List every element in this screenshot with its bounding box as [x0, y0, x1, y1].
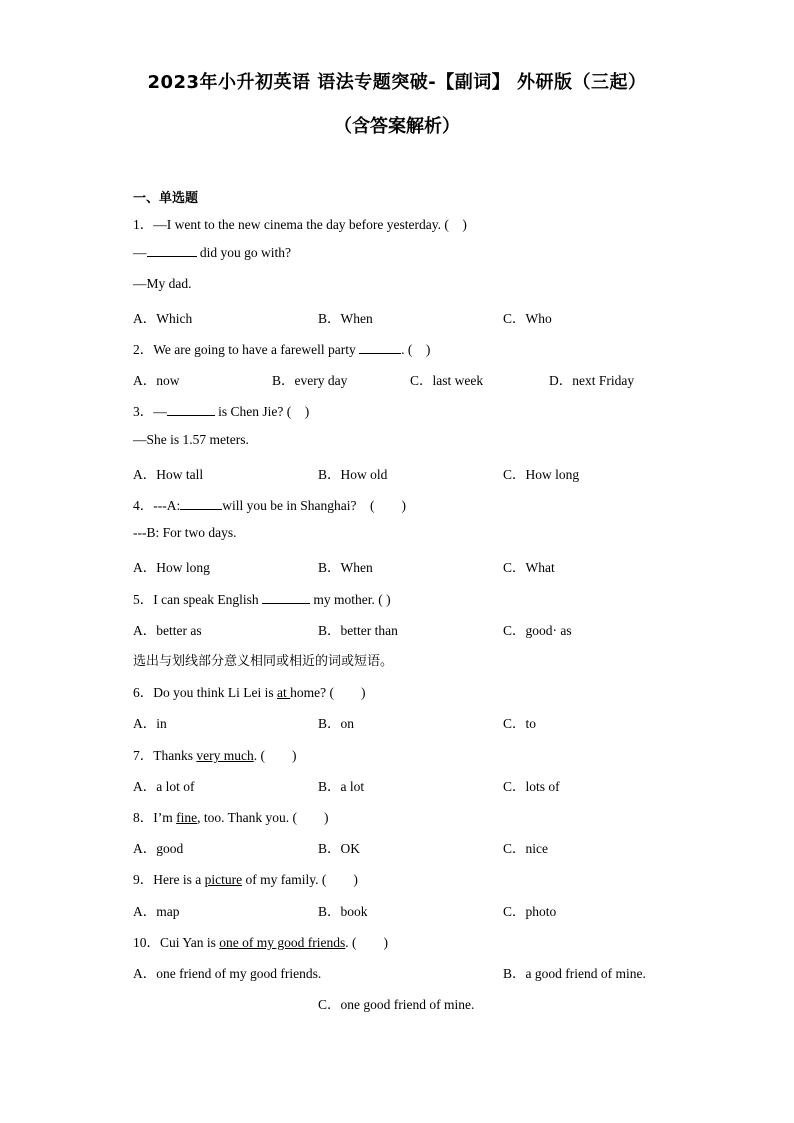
question-1: 1．—I went to the new cinema the day before yesterday. ( ) [133, 217, 467, 232]
question-3 [133, 400, 309, 420]
underlined-phrase: very much [196, 748, 254, 763]
option-c[interactable]: C．to [503, 716, 537, 731]
answer-blank[interactable] [262, 591, 310, 604]
dash: — [133, 245, 147, 260]
question-10 [133, 931, 388, 951]
question-2 [133, 338, 430, 358]
question-1-text: did you go with? [196, 245, 291, 260]
question-8-text: 8．I’m [133, 810, 177, 825]
option-c[interactable]: C．one good friend of mine. [318, 997, 475, 1012]
option-a[interactable]: A．map [133, 904, 180, 919]
option-a[interactable]: A．How long [133, 560, 210, 575]
option-b[interactable]: B．every day [272, 373, 348, 388]
question-5 [133, 588, 391, 608]
question-8-tail: , too. Thank you. ( ) [197, 810, 329, 825]
question-7 [133, 744, 296, 764]
underlined-phrase: fine [176, 810, 198, 825]
question-6-tail: home? ( ) [290, 685, 366, 700]
option-c[interactable]: C．Who [503, 311, 552, 326]
question-4-line-2: ---B: For two days. [133, 525, 237, 540]
option-c[interactable]: C．good· as [503, 623, 572, 638]
option-a[interactable]: A．now [133, 373, 180, 388]
question-4-tail: will you be in Shanghai? ( ) [222, 498, 406, 513]
question-1-line-3: —My dad. [133, 276, 192, 291]
option-b[interactable]: B．When [318, 311, 373, 326]
option-a[interactable]: A．Which [133, 311, 193, 326]
answer-blank[interactable] [359, 341, 401, 354]
question-10-text: 10．Cui Yan is [133, 935, 220, 950]
question-1-line-2 [133, 244, 291, 261]
section-heading: 一、单选题 [133, 191, 199, 206]
option-c[interactable]: C．lots of [503, 779, 560, 794]
answer-blank[interactable] [147, 244, 197, 257]
question-6 [133, 681, 365, 701]
option-b[interactable]: B．How old [318, 467, 388, 482]
underlined-phrase: one of my good friends [219, 935, 346, 950]
option-c[interactable]: C．nice [503, 841, 548, 856]
answer-blank[interactable] [180, 497, 222, 510]
option-b[interactable]: B．a good friend of mine. [503, 966, 646, 981]
option-a[interactable]: A．one friend of my good friends. [133, 966, 322, 981]
option-c[interactable]: C．What [503, 560, 555, 575]
instruction: 选出与划线部分意义相同或相近的词或短语。 [133, 654, 394, 669]
question-7-tail: . ( ) [253, 748, 297, 763]
question-9-tail: of my family. ( ) [242, 872, 358, 887]
question-4 [133, 494, 406, 514]
underlined-phrase: picture [204, 872, 243, 887]
option-a[interactable]: A．better as [133, 623, 202, 638]
document-subtitle: （含答案解析） [334, 116, 460, 137]
question-8 [133, 806, 329, 826]
option-c[interactable]: C．last week [410, 373, 484, 388]
answer-blank[interactable] [167, 403, 215, 416]
question-5-text: 5．I can speak English [133, 592, 262, 607]
option-b[interactable]: B．better than [318, 623, 398, 638]
option-b[interactable]: B．book [318, 904, 368, 919]
question-2-text: 2．We are going to have a farewell party [133, 342, 360, 357]
option-c[interactable]: C．How long [503, 467, 580, 482]
question-3-text: 3．— [133, 404, 167, 419]
option-a[interactable]: A．a lot of [133, 779, 195, 794]
option-a[interactable]: A．How tall [133, 467, 204, 482]
option-b[interactable]: B．a lot [318, 779, 365, 794]
question-2-tail: . ( ) [401, 342, 431, 357]
question-9 [133, 868, 358, 888]
underlined-phrase: at [277, 685, 291, 700]
question-7-text: 7．Thanks [133, 748, 197, 763]
question-6-text: 6．Do you think Li Lei is [133, 685, 277, 700]
question-3-line-2: —She is 1.57 meters. [133, 432, 249, 447]
option-b[interactable]: B．When [318, 560, 373, 575]
document-title: 2023年小升初英语 语法专题突破-【副词】 外研版（三起） [147, 72, 647, 93]
option-b[interactable]: B．OK [318, 841, 361, 856]
question-4-text: 4．---A: [133, 498, 181, 513]
question-5-tail: my mother. ( ) [309, 592, 391, 607]
option-b[interactable]: B．on [318, 716, 355, 731]
option-a[interactable]: A．good [133, 841, 184, 856]
question-9-text: 9．Here is a [133, 872, 205, 887]
question-10-tail: . ( ) [345, 935, 389, 950]
option-d[interactable]: D．next Friday [549, 373, 635, 388]
option-c[interactable]: C．photo [503, 904, 557, 919]
option-a[interactable]: A．in [133, 716, 167, 731]
question-3-tail: is Chen Jie? ( ) [214, 404, 310, 419]
